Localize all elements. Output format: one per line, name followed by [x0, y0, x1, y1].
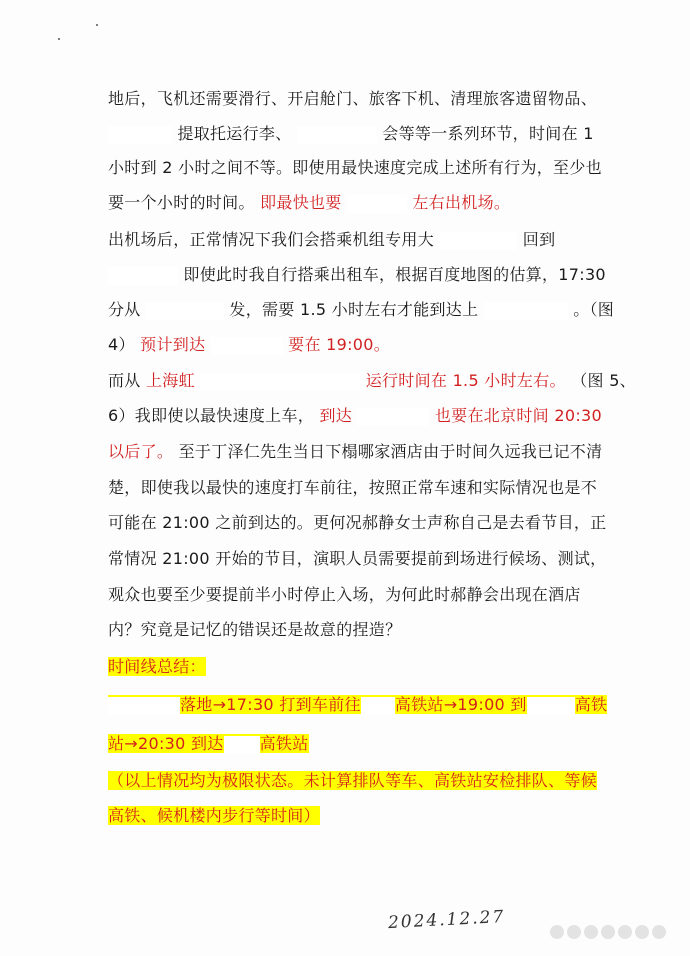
paragraph-line [108, 334, 598, 356]
summary-heading: 时间线总结： [108, 657, 206, 676]
paragraph-line [108, 88, 598, 110]
text-run: 观众也要至少要提前半小时停止入场，为何此时郝静会出现在酒店 [108, 585, 581, 604]
paragraph-line [108, 512, 607, 534]
redaction [527, 697, 575, 715]
timeline-line [108, 694, 608, 716]
paragraph-line [108, 123, 598, 145]
red-text-run: 即最快也要 [260, 193, 342, 212]
text-run: 会等等一系列环节，时间在 1 [382, 124, 594, 143]
red-text-run: 高铁站→19:00 到 [394, 695, 527, 714]
note-line [108, 770, 598, 792]
red-text-run: 到达 [319, 406, 353, 425]
redaction [224, 736, 260, 754]
text-run: 要一个小时的时间。 [108, 193, 255, 212]
text-run: 回到 [522, 230, 556, 249]
redaction [297, 126, 377, 144]
text-run: 楚，即使我以最快的速度打车前往，按照正常车速和实际情况也是不 [108, 478, 598, 497]
redaction [108, 267, 178, 285]
redaction [108, 126, 172, 144]
text-run: 发，需要 1.5 小时左右才能到达上 [229, 300, 479, 319]
paragraph-line [108, 405, 602, 427]
red-text-run: 以后了。 [108, 442, 174, 461]
text-run: 至于丁泽仁先生当日下榻哪家酒店由于时间久远我已记不清 [178, 442, 603, 461]
note-text: （以上情况均为极限状态。未计算排队等车、高铁站安检排队、等候 [108, 771, 598, 790]
red-text-run: 高铁 [574, 695, 608, 714]
red-text-run: 站→20:30 到达 [108, 734, 224, 753]
redaction [211, 337, 283, 355]
paragraph-line [108, 441, 603, 463]
red-text-run: 也要在北京时间 20:30 [434, 406, 602, 425]
text-run: 而从 [108, 371, 141, 390]
paragraph-line [108, 157, 602, 179]
text-run: 分从 [108, 300, 141, 319]
highlight-block [108, 734, 309, 753]
text-run: 出机场后，正常情况下我们会搭乘机组专用大 [108, 230, 435, 249]
red-text-run: 运行时间在 1.5 小时左右。 [365, 371, 566, 390]
paragraph-line [108, 370, 636, 392]
red-text-run: 落地→17:30 打到车前往 [180, 695, 361, 714]
text-run: 常情况 21:00 开始的节目，演职人员需要提前到场进行候场、测试， [108, 549, 607, 568]
redaction [200, 373, 360, 391]
text-run: 。（图 [573, 300, 615, 319]
note-line [108, 805, 598, 827]
redaction [347, 195, 407, 213]
text-run: 小时到 2 小时之间不等。即使用最快速度完成上述所有行为，至少也 [108, 158, 602, 177]
text-run: 6）我即使以最快速度上车， [108, 406, 315, 425]
redaction [439, 232, 517, 250]
paper-speck [96, 24, 98, 26]
paragraph-line [108, 229, 598, 251]
red-text-run: 上海虹 [146, 371, 195, 390]
red-text-run: 左右出机场。 [412, 193, 511, 212]
paragraph-line [108, 548, 607, 570]
text-run: 即使此时我自行搭乘出租车，根据百度地图的估算，17:30 [183, 265, 606, 284]
watermark [550, 924, 676, 942]
handwritten-date: 2024.12.27 [387, 906, 506, 934]
paragraph-line [108, 264, 606, 286]
redaction [357, 408, 429, 426]
redaction [108, 697, 180, 715]
paragraph-line [108, 584, 598, 606]
redaction [484, 302, 568, 320]
summary-heading-line [108, 656, 598, 678]
paragraph-line [108, 619, 598, 641]
red-text-run: 要在 19:00。 [288, 335, 391, 354]
text-run: 内？究竟是记忆的错误还是故意的捏造？ [108, 620, 402, 639]
timeline-line [108, 733, 598, 755]
text-run: 提取托运行李、 [177, 124, 292, 143]
redaction [361, 697, 395, 715]
red-text-run: 预计到达 [140, 335, 206, 354]
note-text: 高铁、候机楼内步行等时间） [108, 806, 320, 825]
text-run: （图 5、 [571, 371, 636, 390]
paragraph-line [108, 477, 598, 499]
redaction [146, 302, 224, 320]
red-text-run: 高铁站 [259, 734, 309, 753]
text-run: 可能在 21:00 之前到达的。更何况郝静女士声称自己是去看节目，正 [108, 513, 607, 532]
paper-speck [58, 38, 60, 40]
paragraph-line [108, 192, 598, 214]
text-run: 4） [108, 335, 135, 354]
highlight-block [108, 695, 607, 714]
text-run: 地后，飞机还需要滑行、开启舱门、旅客下机、清理旅客遗留物品、 [108, 89, 598, 108]
paragraph-line [108, 299, 615, 321]
